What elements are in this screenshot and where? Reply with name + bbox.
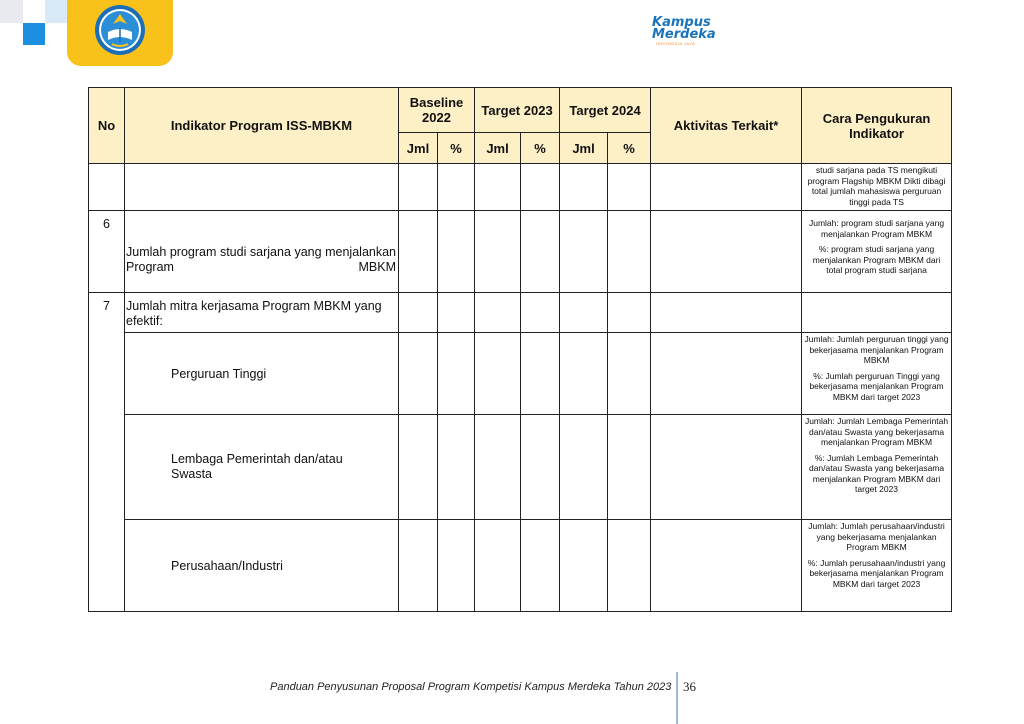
header-no: No	[89, 88, 125, 164]
row-indikator	[125, 415, 399, 520]
header-jml: Jml	[475, 133, 521, 164]
row-no: 7	[89, 293, 125, 612]
row-no: 6	[89, 211, 125, 293]
tut-wuri-handayani-emblem-icon	[94, 4, 146, 56]
row-indikator: Perusahaan/Industri	[125, 520, 399, 612]
corner-square-blue	[23, 23, 45, 45]
cara-text: %: Jumlah Lembaga Pemerintah dan/atau Swasta yang bekerjasama menjalankan Program MBKM dari target 2023	[808, 452, 945, 494]
header-aktivitas: Aktivitas Terkait*	[651, 88, 802, 164]
header-jml: Jml	[399, 133, 438, 164]
cara-text: %: Jumlah perguruan Tinggi yang bekerjasama menjalankan Program MBKM dari target 2023	[809, 370, 944, 402]
table-row	[89, 333, 952, 415]
cara-text: Jumlah: program studi sarjana yang menjalankan Program MBKM	[808, 218, 945, 239]
row-cara	[802, 211, 952, 293]
cara-text: %: program studi sarjana yang menjalankan Program MBKM dari total program studi sarjana	[812, 244, 941, 275]
table-row	[89, 164, 952, 211]
table-row	[89, 520, 952, 612]
row-cara	[802, 415, 952, 520]
header-pct: %	[521, 133, 560, 164]
header-target-2024: Target 2024	[560, 88, 651, 133]
table-row	[89, 211, 952, 293]
row-cara	[802, 164, 952, 211]
header-row-1	[89, 88, 952, 133]
cara-text: %: Jumlah perusahaan/industri yang bekerjasama menjalankan Program MBKM dari target 2023	[807, 557, 946, 589]
indicator-table	[88, 87, 952, 612]
row-indikator: Jumlah mitra kerjasama Program MBKM yang efektif:	[125, 293, 399, 333]
cara-text: Jumlah: Jumlah Lembaga Pemerintah dan/atau Swasta yang bekerjasama menjalankan Program MBKM	[804, 416, 949, 447]
kampus-merdeka-logo	[650, 16, 720, 48]
kampus-logo-tagline: INDONESIA JAYA	[656, 41, 696, 46]
header-pct: %	[438, 133, 475, 164]
header-target-2023: Target 2023	[475, 88, 560, 133]
header-jml: Jml	[560, 133, 608, 164]
kampus-logo-line1: Kampus	[652, 15, 711, 30]
page-number: 36	[683, 679, 696, 694]
row-cara	[802, 520, 952, 612]
cara-text: Jumlah: Jumlah perguruan tinggi yang bekerjasama menjalankan Program MBKM	[804, 334, 949, 365]
header-cara: Cara Pengukuran Indikator	[802, 88, 952, 164]
footer-title: Panduan Penyusunan Proposal Program Kompetisi Kampus Merdeka Tahun 2023	[270, 681, 672, 693]
corner-square-grey	[0, 0, 23, 23]
cara-text: Jumlah: Jumlah perusahaan/industri yang bekerjasama menjalankan Program MBKM	[808, 521, 945, 552]
footer-divider	[676, 672, 678, 724]
corner-square-lightblue	[45, 0, 67, 23]
header-pct: %	[608, 133, 651, 164]
row-indikator: Perguruan Tinggi	[125, 333, 399, 415]
row-indikator-text: Jumlah program studi sarjana yang menjalankan Program MBKM	[126, 244, 396, 274]
row-cara	[802, 333, 952, 415]
row-indikator	[125, 211, 399, 293]
header-baseline: Baseline 2022	[399, 88, 475, 133]
kampus-logo-line2: Merdeka	[652, 27, 716, 42]
row-indikator	[125, 164, 399, 211]
row-indikator-text: Lembaga Pemerintah dan/atau Swasta	[171, 452, 343, 481]
row-no	[89, 164, 125, 211]
header-indikator: Indikator Program ISS-MBKM	[125, 88, 399, 164]
table-row	[89, 415, 952, 520]
cara-text: studi sarjana pada TS mengikuti program Flagship MBKM Dikti dibagi total jumlah mahasiswa perguruan tinggi pada TS	[807, 165, 946, 207]
table-row	[89, 293, 952, 333]
